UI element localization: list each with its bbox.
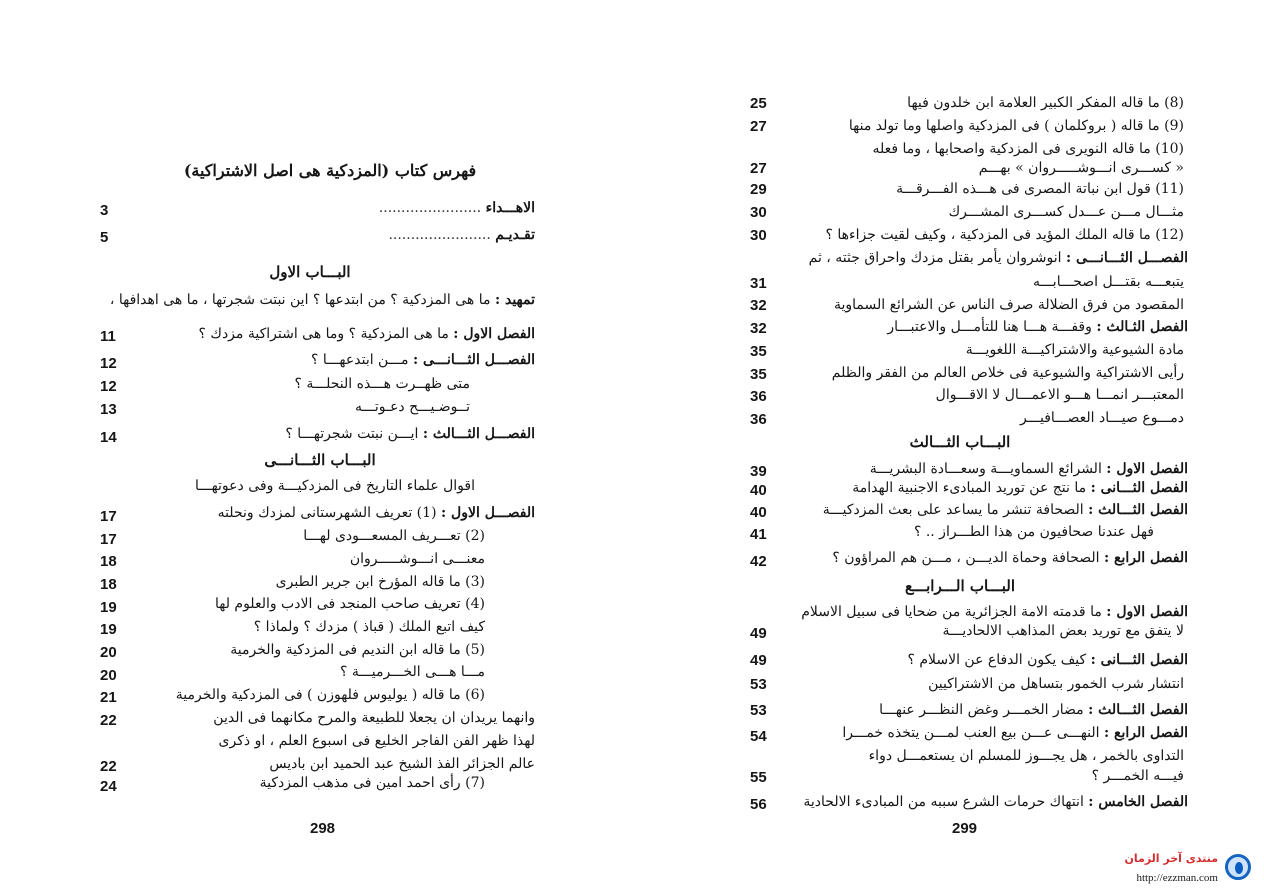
toc-page-number: 36 <box>750 411 767 428</box>
section-heading: البـــاب الثـــالث <box>909 433 1011 451</box>
toc-entry: رأيى الاشتراكية والشيوعية فى خلاص العالم من الفقر والظلم <box>831 365 1184 381</box>
toc-entry: لا يتفق مع توريد بعض المذاهب الالحاديـــة <box>942 623 1184 639</box>
toc-entry: (10) ما قاله النويرى فى المزدكية واصحابها ، وما فعله <box>872 141 1184 157</box>
toc-page-number: 53 <box>750 702 767 719</box>
left-page <box>0 0 620 894</box>
toc-page-number: 27 <box>750 118 767 135</box>
toc-entry: الفصـــل الثـــانـــى : مـــن ابتدعهـــا ؟ <box>310 352 535 368</box>
toc-entry: مثـــال مـــن عـــدل كســـرى المشـــرك <box>948 204 1184 220</box>
toc-page-number: 19 <box>100 621 117 638</box>
section-heading: البـــاب الـــرابـــع <box>904 577 1016 595</box>
toc-entry: تمهيد : ما هى المزدكية ؟ من ابتدعها ؟ اين نبتت شجرتها ، ما هى اهدافها ، <box>109 292 535 308</box>
toc-entry: دمـــوع صيـــاد العصـــافيـــر <box>1019 410 1184 426</box>
toc-page-number: 22 <box>100 758 117 775</box>
toc-entry: (3) ما قاله المؤرخ ابن جرير الطبرى <box>275 574 485 590</box>
toc-page-number: 35 <box>750 343 767 360</box>
toc-page-number: 22 <box>100 712 117 729</box>
toc-entry: الفصل الرابع : النهـــى عـــن بيع العنب لمـــن يتخذه خمـــرا <box>842 725 1188 741</box>
toc-entry: الفصل الثـــالث : الصحافة تنشر ما يساعد على بعث المزدكيـــة <box>822 502 1188 518</box>
toc-page-number: 42 <box>750 553 767 570</box>
toc-entry: (7) رأى احمد امين فى مذهب المزدكية <box>259 775 485 791</box>
toc-entry: الفصل الاول : ما هى المزدكية ؟ وما هى اشتراكية مزدك ؟ <box>198 326 535 342</box>
page-number: 299 <box>952 820 978 837</box>
forum-watermark <box>1075 850 1260 890</box>
section-heading: البـــاب الثـــانـــى <box>264 451 376 469</box>
toc-page-number: 30 <box>750 204 767 221</box>
toc-entry: الفصـــل الثـــانـــى : انوشروان يأمر بقتل مزدك واحراق جثته ، ثم <box>808 250 1188 266</box>
toc-page-number: 39 <box>750 463 767 480</box>
toc-entry: (8) ما قاله المفكر الكبير العلامة ابن خلدون فيها <box>907 95 1184 111</box>
toc-page-number: 5 <box>100 229 109 246</box>
toc-page-number: 56 <box>750 796 767 813</box>
forum-logo-icon <box>1225 854 1251 880</box>
toc-entry: وانهما يريدان ان يجعلا للطبيعة والمرح مكانهما فى الدين <box>213 710 535 726</box>
toc-entry: (5) ما قاله ابن النديم فى المزدكية والخرمية <box>230 642 485 658</box>
toc-page-number: 19 <box>100 599 117 616</box>
toc-page-number: 49 <box>750 652 767 669</box>
section-heading: البـــاب الاول <box>269 263 351 281</box>
toc-entry: فهل عندنا صحافيون من هذا الطـــراز .. ؟ <box>913 524 1154 540</box>
toc-entry: اقوال علماء التاريخ فى المزدكيـــة وفى دعوتهـــا <box>195 478 475 494</box>
toc-entry: عالم الجزائر الفذ الشيخ عبد الحميد ابن باديس <box>269 756 535 772</box>
toc-page-number: 3 <box>100 202 109 219</box>
toc-entry: « كســـرى انـــوشـــــروان » بهـــم <box>978 160 1184 176</box>
toc-page-number: 21 <box>100 689 117 706</box>
toc-entry: (6) ما قاله ( يوليوس فلهوزن ) فى المزدكية والخرمية <box>175 687 485 703</box>
toc-entry: المقصود من فرق الضلالة صرف الناس عن الشرائع السماوية <box>833 297 1184 313</box>
toc-page-number: 54 <box>750 728 767 745</box>
toc-entry: الفصل الاول : ما قدمته الامة الجزائرية من ضحايا فى سبيل الاسلام <box>801 604 1188 620</box>
toc-page-number: 14 <box>100 429 117 446</box>
toc-page-number: 29 <box>750 181 767 198</box>
toc-page-number: 41 <box>750 526 767 543</box>
toc-page-number: 53 <box>750 676 767 693</box>
toc-page-number: 20 <box>100 667 117 684</box>
toc-entry: مادة الشيوعية والاشتراكيـــة اللغويـــة <box>965 342 1184 358</box>
toc-page-number: 18 <box>100 553 117 570</box>
toc-page-number: 24 <box>100 778 117 795</box>
toc-page-number: 49 <box>750 625 767 642</box>
toc-entry: (2) تعـــريف المسعـــودى لهـــا <box>303 528 485 544</box>
toc-entry: مـــا هـــى الخـــرميـــة ؟ <box>340 664 485 680</box>
toc-page-number: 20 <box>100 644 117 661</box>
toc-entry: (4) تعريف صاحب المنجد فى الادب والعلوم لها <box>214 596 485 612</box>
toc-entry: متى ظهــرت هـــذه النحلـــة ؟ <box>294 376 470 392</box>
toc-page-number: 12 <box>100 355 117 372</box>
toc-entry: الاهـــداء ....................... <box>378 200 535 216</box>
toc-entry: (9) ما قاله ( بروكلمان ) فى المزدكية واصلها وما تولد منها <box>848 118 1184 134</box>
forum-name: منتدى آخر الزمان <box>1124 852 1218 865</box>
right-page <box>620 0 1264 894</box>
toc-entry: الفصل الاول : الشرائع السماويـــة وسعـــادة البشريـــة <box>869 461 1188 477</box>
toc-entry: تقـديـم ....................... <box>388 227 535 243</box>
toc-entry: كيف اتبع الملك ( قباذ ) مزدك ؟ ولماذا ؟ <box>253 619 485 635</box>
toc-page-number: 40 <box>750 482 767 499</box>
toc-entry: تــوضـيـــح دعـوتـــه <box>355 399 470 415</box>
forum-url: http://ezzman.com <box>1136 872 1218 884</box>
toc-entry: لهذا ظهر الفن الفاجر الخليع فى اسبوع العلم ، او ذكرى <box>218 733 535 749</box>
toc-entry: الفصـــل الاول : (1) تعريف الشهرستانى لمزدك ونحلته <box>217 505 535 521</box>
toc-entry: الفصل الخامس : انتهاك حرمات الشرع سببه من المبادىء الالحادية <box>803 794 1188 810</box>
toc-entry: الفصل الثـــانى : ما نتج عن توريد المبادىء الاجنبية الهدامة <box>852 480 1188 496</box>
toc-page-number: 12 <box>100 378 117 395</box>
toc-page-number: 17 <box>100 531 117 548</box>
toc-page-number: 36 <box>750 388 767 405</box>
toc-page-number: 25 <box>750 95 767 112</box>
toc-page-number: 40 <box>750 504 767 521</box>
toc-entry: التداوى بالخمر ، هل يجـــوز للمسلم ان يستعمـــل دواء <box>868 748 1184 764</box>
toc-page-number: 17 <box>100 508 117 525</box>
toc-page-number: 30 <box>750 227 767 244</box>
book-index-title: فهرس كتاب (المزدكية هى اصل الاشتراكية) <box>183 161 477 180</box>
toc-entry: الفصل الثـــانى : كيف يكون الدفاع عن الاسلام ؟ <box>907 652 1188 668</box>
toc-entry: فيـــه الخمـــر ؟ <box>1091 768 1184 784</box>
toc-page-number: 32 <box>750 320 767 337</box>
toc-entry: (11) قول ابن نباتة المصرى فى هـــذه الفـــرقـــة <box>896 181 1184 197</box>
toc-entry: يتبعـــه بقتـــل اصحـــابـــه <box>1032 274 1184 290</box>
toc-page-number: 13 <box>100 401 117 418</box>
toc-entry: الفصـــل الثـــالث : ايـــن نبتت شجرتهـــا ؟ <box>285 426 535 442</box>
toc-entry: الفصل الثـالث : وقفـــة هـــا هنا للتأمـــل والاعتبـــار <box>887 319 1188 335</box>
toc-entry: المعتبـــر انمـــا هـــو الاعمـــال لا الاقـــوال <box>935 387 1184 403</box>
toc-page-number: 11 <box>100 328 116 345</box>
toc-page-number: 35 <box>750 366 767 383</box>
toc-entry: معنـــى انـــوشـــــروان <box>349 551 485 567</box>
toc-entry: الفصل الرابع : الصحافة وحماة الديـــن ، مـــن هم المراؤون ؟ <box>832 550 1188 566</box>
toc-page-number: 27 <box>750 160 767 177</box>
toc-page-number: 31 <box>750 275 767 292</box>
page-number: 298 <box>310 820 336 837</box>
toc-page-number: 18 <box>100 576 117 593</box>
toc-page-number: 55 <box>750 769 767 786</box>
toc-entry: (12) ما قاله الملك المؤيد فى المزدكية ، وكيف لقيت جزاءها ؟ <box>825 227 1184 243</box>
toc-page-number: 32 <box>750 297 767 314</box>
toc-entry: الفصل الثـــالث : مضار الخمـــر وغض النظـــر عنهـــا <box>879 702 1188 718</box>
toc-entry: انتشار شرب الخمور بتساهل من الاشتراكيين <box>928 676 1184 692</box>
